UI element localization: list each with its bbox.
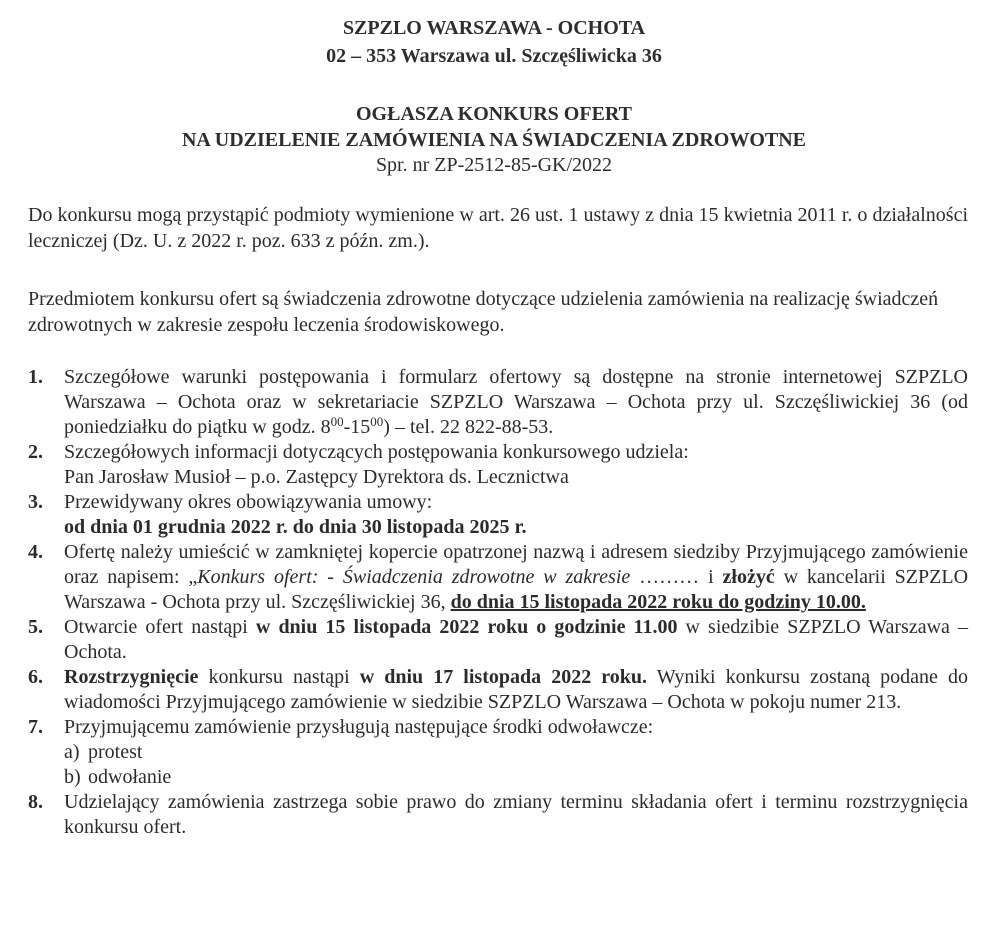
item-number: 4. [28, 541, 43, 563]
item-text: Szczegółowych informacji dotyczących postępowania konkursowego udziela: [64, 441, 689, 463]
org-name: SZPZLO WARSZAWA - OCHOTA [342, 17, 646, 39]
item-text: Otwarcie ofert nastąpi w dniu 15 listopada 2022 roku o godzinie 11.00 w siedzibie SZPZLO Warszawa – Ochota. [64, 616, 968, 663]
item-number: 3. [28, 491, 43, 513]
org-address: 02 – 353 Warszawa ul. Szczęśliwicka 36 [326, 45, 662, 67]
item-number: 6. [28, 666, 43, 688]
item-text: Przewidywany okres obowiązywania umowy: [64, 491, 433, 513]
sub-list-item: b) odwołanie [64, 766, 172, 788]
case-reference: Spr. nr ZP-2512-85-GK/2022 [375, 154, 613, 176]
sub-list-item: a) protest [64, 741, 143, 763]
item-text: Szczegółowe warunki postępowania i formularz ofertowy są dostępne na stronie internetowej SZPZLO Warszawa – Ochota oraz w sekretariacie SZPZLO Warszawa – Ochota przy ul. Szczęśliwickiej 36 (od poniedziałku do piątku w godz. $8^{00}-15^{00}$) – tel. 22 822-88-53. [64, 366, 968, 438]
item-number: 7. [28, 716, 43, 738]
resolution-date: w dniu 17 listopada 2022 roku. [359, 666, 648, 688]
item-number: 8. [28, 791, 43, 813]
item-text: Rozstrzygnięcie konkursu nastąpi w dniu 17 listopada 2022 roku. Wyniki konkursu zostaną podane do wiadomości Przyjmującego zamówienie w siedzibie SZPZLO Warszawa – Ochota w pokoju numer 213. [64, 666, 968, 713]
appeal-measures-list [64, 740, 968, 790]
contract-period: od dnia 01 grudnia 2022 r. do dnia 30 listopada 2025 r. [64, 516, 527, 538]
intro-subject: Przedmiotem konkursu ofert są świadczenia zdrowotne dotyczące udzielenia zamówienia na realizację świadczeń zdrowotnych w zakresie zespołu leczenia środowiskowego. [28, 288, 939, 336]
item-text: Udzielający zamówienia zastrzega sobie prawo do zmiany terminu składania ofert i terminu rozstrzygnięcia konkursu ofert. [64, 791, 968, 838]
list-item [28, 490, 968, 540]
list-item [28, 440, 968, 490]
hour-superscript: 00 [370, 414, 384, 429]
opening-date: w dniu 15 listopada 2022 roku o godzinie 11.00 [255, 616, 678, 638]
submission-deadline: do dnia 15 listopada 2022 roku do godziny 10.00. [450, 591, 866, 613]
item-number: 1. [28, 366, 43, 388]
item-number: 2. [28, 441, 43, 463]
announcement-subtitle: NA UDZIELENIE ZAMÓWIENIA NA ŚWIADCZENIA ZDROWOTNE [181, 129, 806, 151]
intro-eligibility: Do konkursu mogą przystąpić podmioty wymienione w art. 26 ust. 1 ustawy z dnia 15 kwietnia 2011 r. o działalności leczniczej (Dz. U. z 2022 r. poz. 633 z późn. zm.). [28, 204, 968, 252]
list-item [28, 715, 968, 790]
item-number: 5. [28, 616, 43, 638]
contact-person: Pan Jarosław Musioł – p.o. Zastępcy Dyrektora ds. Lecznictwa [64, 466, 569, 488]
list-item [28, 540, 968, 615]
item-text: Przyjmującemu zamówienie przysługują następujące środki odwoławcze: [64, 716, 654, 738]
list-item [28, 615, 968, 665]
list-item [28, 790, 968, 840]
list-item [28, 665, 968, 715]
announcement-title: OGŁASZA KONKURS OFERT [355, 103, 632, 125]
item-text: Ofertę należy umieścić w zamkniętej kopercie opatrzonej nazwą i adresem siedziby Przyjmującego zamówienie oraz napisem: „Konkurs ofert: - Świadczenia zdrowotne w zakresie ……… i złożyć w kancelarii SZPZLO Warszawa - Ochota przy ul. Szczęśliwickiej 36, do dnia 15 listopada 2022 roku do godziny 10.00. [64, 541, 969, 613]
list-item [28, 365, 968, 440]
conditions-list [28, 365, 968, 840]
hour-superscript: 00 [330, 414, 344, 429]
